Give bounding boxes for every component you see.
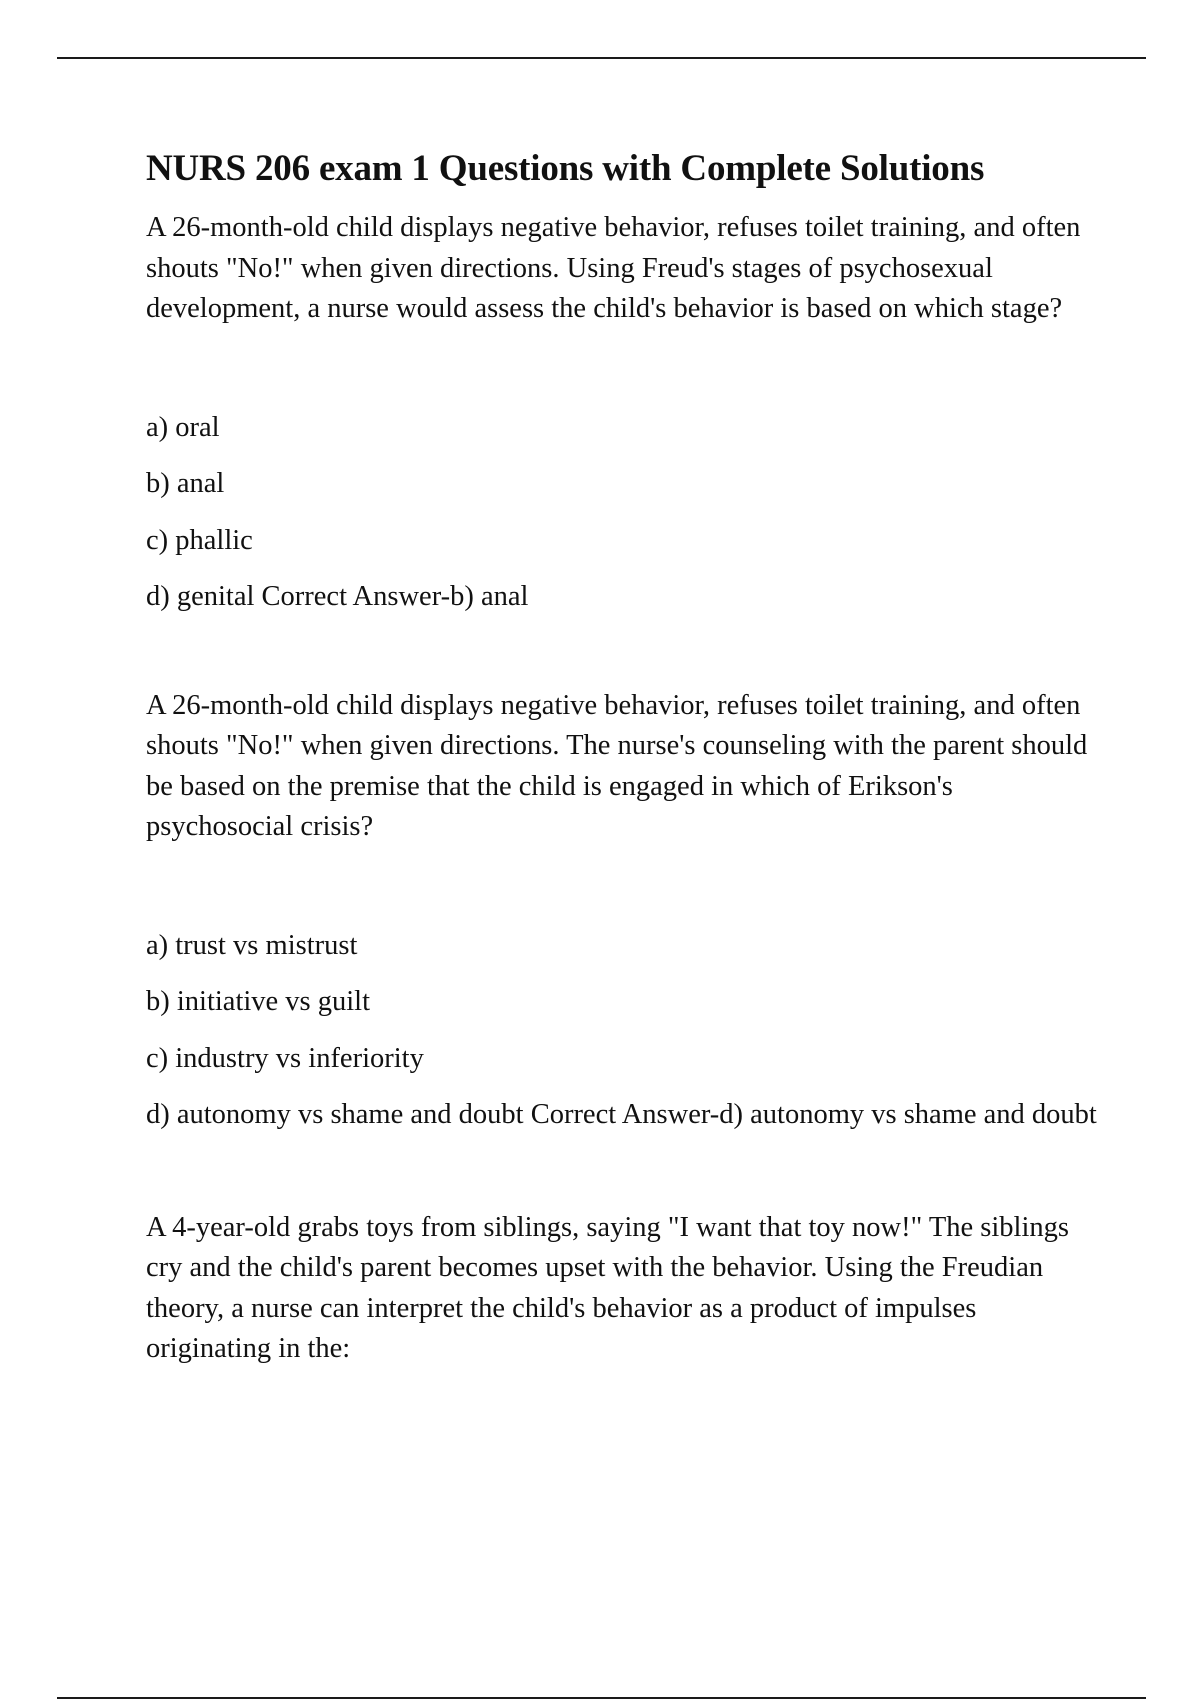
question-text: A 4-year-old grabs toys from siblings, saying "I want that toy now!" The siblings cry and the child's parent becomes upset with the behavior. Using the Freudian theory, a nurse can interpret the child's behavior as a product of impulses originating in the: bbox=[146, 1211, 1069, 1364]
option-c: c) industry vs inferiority bbox=[146, 1042, 424, 1074]
answer-options bbox=[146, 408, 1106, 618]
question-block-2 bbox=[146, 686, 1106, 1136]
option-b: b) initiative vs guilt bbox=[146, 986, 371, 1017]
header-rule bbox=[57, 57, 1146, 59]
footer-rule bbox=[57, 1697, 1146, 1699]
question-block-1 bbox=[146, 208, 1106, 618]
document-title: NURS 206 exam 1 Questions with Complete Solutions bbox=[146, 148, 985, 189]
question-text: A 26-month-old child displays negative behavior, refuses toilet training, and often shouts "No!" when given directions. The nurse's counseling with the parent should be based on the premise that the child is engaged in which of Erikson's psychosocial crisis? bbox=[146, 689, 1088, 842]
question-text: A 26-month-old child displays negative behavior, refuses toilet training, and often shouts "No!" when given directions. Using Freud's stages of psychosexual development, a nurse would assess the child's behavior is based on which stage? bbox=[146, 212, 1081, 324]
option-d-with-answer: d) genital Correct Answer-b) anal bbox=[146, 581, 529, 612]
option-d-with-answer: d) autonomy vs shame and doubt Correct Answer-d) autonomy vs shame and doubt bbox=[146, 1099, 1097, 1130]
option-a: a) trust vs mistrust bbox=[146, 929, 358, 961]
document-body bbox=[146, 146, 1106, 1370]
option-c: c) phallic bbox=[146, 524, 253, 556]
answer-options bbox=[146, 926, 1106, 1136]
option-a: a) oral bbox=[146, 411, 220, 443]
option-b: b) anal bbox=[146, 468, 225, 499]
question-block-3 bbox=[146, 1208, 1106, 1370]
